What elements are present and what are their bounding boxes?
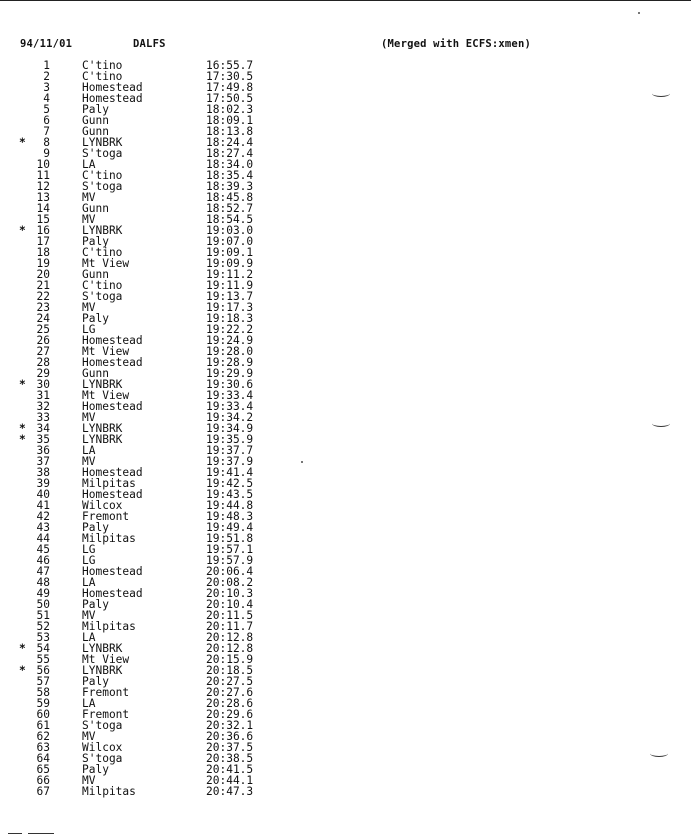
result-row	[0, 93, 360, 104]
finish-time: 19:44.8	[206, 499, 254, 512]
school-name: Mt View	[82, 257, 130, 270]
finish-time: 20:11.7	[206, 620, 254, 633]
finish-time: 19:07.0	[206, 235, 254, 248]
place-number: 57	[36, 675, 50, 688]
lynbrook-marker: *	[19, 433, 26, 446]
finish-time: 18:45.8	[206, 191, 254, 204]
place-number: 22	[36, 290, 50, 303]
place-number: 14	[36, 202, 50, 215]
result-row	[0, 742, 360, 753]
result-row	[0, 390, 360, 401]
school-name: Homestead	[82, 466, 143, 479]
place-number: 13	[36, 191, 50, 204]
school-name: Homestead	[82, 334, 143, 347]
result-row	[0, 478, 360, 489]
place-number: 37	[36, 455, 50, 468]
result-row	[0, 203, 360, 214]
place-number: 26	[36, 334, 50, 347]
finish-time: 19:30.6	[206, 378, 254, 391]
lynbrook-marker: *	[19, 378, 26, 391]
bottom-edge-mark	[8, 833, 22, 834]
result-row	[0, 786, 360, 797]
school-name: Gunn	[82, 125, 109, 138]
finish-time: 20:36.6	[206, 730, 254, 743]
result-row	[0, 225, 360, 236]
result-row	[0, 214, 360, 225]
result-row	[0, 192, 360, 203]
place-number: 10	[36, 158, 50, 171]
result-row	[0, 599, 360, 610]
place-number: 6	[43, 114, 50, 127]
school-name: Homestead	[82, 488, 143, 501]
school-name: Paly	[82, 598, 109, 611]
place-number: 25	[36, 323, 50, 336]
finish-time: 19:17.3	[206, 301, 254, 314]
lynbrook-marker: *	[19, 136, 26, 149]
place-number: 53	[36, 631, 50, 644]
finish-time: 16:55.7	[206, 59, 254, 72]
school-name: Homestead	[82, 400, 143, 413]
finish-time: 19:34.9	[206, 422, 254, 435]
school-name: C'tino	[82, 169, 123, 182]
lynbrook-marker: *	[19, 642, 26, 655]
school-name: S'toga	[82, 147, 123, 160]
result-row	[0, 357, 360, 368]
finish-time: 20:15.9	[206, 653, 254, 666]
result-row	[0, 753, 360, 764]
place-number: 56	[36, 664, 50, 677]
finish-time: 19:51.8	[206, 532, 254, 545]
finish-time: 20:08.2	[206, 576, 254, 589]
school-name: C'tino	[82, 70, 123, 83]
place-number: 67	[36, 785, 50, 798]
school-name: MV	[82, 191, 96, 204]
result-row	[0, 247, 360, 258]
school-name: Fremont	[82, 686, 130, 699]
scan-mark	[652, 90, 670, 97]
place-number: 2	[43, 70, 50, 83]
place-number: 28	[36, 356, 50, 369]
place-number: 64	[36, 752, 50, 765]
finish-time: 20:11.5	[206, 609, 254, 622]
school-name: Wilcox	[82, 741, 123, 754]
result-row	[0, 489, 360, 500]
place-number: 17	[36, 235, 50, 248]
result-row	[0, 236, 360, 247]
finish-time: 18:02.3	[206, 103, 254, 116]
place-number: 46	[36, 554, 50, 567]
result-row	[0, 170, 360, 181]
result-row	[0, 71, 360, 82]
place-number: 8	[43, 136, 50, 149]
school-name: Homestead	[82, 92, 143, 105]
school-name: LA	[82, 631, 96, 644]
school-name: Homestead	[82, 565, 143, 578]
place-number: 38	[36, 466, 50, 479]
finish-time: 19:48.3	[206, 510, 254, 523]
result-row	[0, 379, 360, 390]
school-name: Wilcox	[82, 499, 123, 512]
school-name: LYNBRK	[82, 422, 123, 435]
finish-time: 18:35.4	[206, 169, 254, 182]
place-number: 31	[36, 389, 50, 402]
school-name: C'tino	[82, 246, 123, 259]
place-number: 5	[43, 103, 50, 116]
place-number: 30	[36, 378, 50, 391]
school-name: LA	[82, 444, 96, 457]
result-row	[0, 313, 360, 324]
result-row	[0, 368, 360, 379]
place-number: 50	[36, 598, 50, 611]
finish-time: 19:13.7	[206, 290, 254, 303]
finish-time: 19:43.5	[206, 488, 254, 501]
result-row	[0, 258, 360, 269]
finish-time: 19:11.9	[206, 279, 254, 292]
place-number: 27	[36, 345, 50, 358]
finish-time: 20:27.6	[206, 686, 254, 699]
result-row	[0, 632, 360, 643]
place-number: 18	[36, 246, 50, 259]
result-row	[0, 434, 360, 445]
result-row	[0, 115, 360, 126]
result-row	[0, 698, 360, 709]
place-number: 59	[36, 697, 50, 710]
result-row	[0, 720, 360, 731]
finish-time: 19:42.5	[206, 477, 254, 490]
scan-speck	[301, 461, 303, 463]
result-row	[0, 456, 360, 467]
school-name: MV	[82, 774, 96, 787]
result-row	[0, 676, 360, 687]
finish-time: 20:41.5	[206, 763, 254, 776]
place-number: 55	[36, 653, 50, 666]
school-name: MV	[82, 455, 96, 468]
finish-time: 19:57.9	[206, 554, 254, 567]
place-number: 45	[36, 543, 50, 556]
result-row	[0, 764, 360, 775]
place-number: 47	[36, 565, 50, 578]
finish-time: 18:13.8	[206, 125, 254, 138]
school-name: LYNBRK	[82, 224, 123, 237]
result-row	[0, 82, 360, 93]
place-number: 19	[36, 257, 50, 270]
place-number: 35	[36, 433, 50, 446]
result-row	[0, 412, 360, 423]
finish-time: 19:37.7	[206, 444, 254, 457]
finish-time: 20:12.8	[206, 631, 254, 644]
school-name: LA	[82, 158, 96, 171]
result-row	[0, 654, 360, 665]
result-row	[0, 775, 360, 786]
result-row	[0, 467, 360, 478]
school-name: Mt View	[82, 389, 130, 402]
place-number: 32	[36, 400, 50, 413]
place-number: 65	[36, 763, 50, 776]
place-number: 36	[36, 444, 50, 457]
place-number: 24	[36, 312, 50, 325]
place-number: 9	[43, 147, 50, 160]
school-name: S'toga	[82, 180, 123, 193]
place-number: 21	[36, 279, 50, 292]
result-row	[0, 544, 360, 555]
school-name: Milpitas	[82, 532, 136, 545]
place-number: 40	[36, 488, 50, 501]
scan-mark	[650, 750, 668, 757]
finish-time: 18:34.0	[206, 158, 254, 171]
school-name: LYNBRK	[82, 642, 123, 655]
result-row	[0, 302, 360, 313]
school-name: Paly	[82, 675, 109, 688]
meet-name: DALFS	[133, 38, 166, 50]
result-row	[0, 566, 360, 577]
place-number: 48	[36, 576, 50, 589]
scan-mark	[652, 420, 670, 427]
place-number: 42	[36, 510, 50, 523]
place-number: 34	[36, 422, 50, 435]
place-number: 51	[36, 609, 50, 622]
finish-time: 18:24.4	[206, 136, 254, 149]
school-name: Mt View	[82, 653, 130, 666]
lynbrook-marker: *	[19, 664, 26, 677]
result-row	[0, 137, 360, 148]
top-border-line	[0, 0, 691, 1]
finish-time: 20:12.8	[206, 642, 254, 655]
school-name: S'toga	[82, 290, 123, 303]
school-name: MV	[82, 730, 96, 743]
school-name: MV	[82, 411, 96, 424]
result-row	[0, 280, 360, 291]
finish-time: 19:18.3	[206, 312, 254, 325]
school-name: MV	[82, 609, 96, 622]
school-name: Gunn	[82, 114, 109, 127]
result-row	[0, 621, 360, 632]
place-number: 58	[36, 686, 50, 699]
place-number: 43	[36, 521, 50, 534]
place-number: 1	[43, 59, 50, 72]
place-number: 63	[36, 741, 50, 754]
finish-time: 19:28.0	[206, 345, 254, 358]
result-row	[0, 588, 360, 599]
school-name: S'toga	[82, 752, 123, 765]
finish-time: 17:50.5	[206, 92, 254, 105]
finish-time: 17:30.5	[206, 70, 254, 83]
finish-time: 19:22.2	[206, 323, 254, 336]
finish-time: 20:32.1	[206, 719, 254, 732]
place-number: 54	[36, 642, 50, 655]
finish-time: 20:10.3	[206, 587, 254, 600]
place-number: 49	[36, 587, 50, 600]
bottom-edge-mark	[28, 833, 54, 834]
school-name: LG	[82, 323, 96, 336]
finish-time: 18:27.4	[206, 147, 254, 160]
finish-time: 19:34.2	[206, 411, 254, 424]
result-row	[0, 60, 360, 71]
finish-time: 18:54.5	[206, 213, 254, 226]
finish-time: 19:29.9	[206, 367, 254, 380]
result-row	[0, 291, 360, 302]
lynbrook-marker: *	[19, 224, 26, 237]
result-row	[0, 269, 360, 280]
place-number: 7	[43, 125, 50, 138]
place-number: 4	[43, 92, 50, 105]
result-row	[0, 324, 360, 335]
result-row	[0, 533, 360, 544]
school-name: Homestead	[82, 356, 143, 369]
results-list	[0, 60, 360, 797]
result-row	[0, 346, 360, 357]
result-row	[0, 665, 360, 676]
finish-time: 19:33.4	[206, 400, 254, 413]
finish-time: 20:38.5	[206, 752, 254, 765]
finish-time: 18:09.1	[206, 114, 254, 127]
finish-time: 20:37.5	[206, 741, 254, 754]
place-number: 66	[36, 774, 50, 787]
place-number: 29	[36, 367, 50, 380]
place-number: 15	[36, 213, 50, 226]
meet-date: 94/11/01	[20, 38, 73, 50]
finish-time: 19:57.1	[206, 543, 254, 556]
finish-time: 20:47.3	[206, 785, 254, 798]
finish-time: 19:37.9	[206, 455, 254, 468]
finish-time: 17:49.8	[206, 81, 254, 94]
finish-time: 19:33.4	[206, 389, 254, 402]
result-row	[0, 687, 360, 698]
school-name: C'tino	[82, 279, 123, 292]
school-name: Fremont	[82, 510, 130, 523]
school-name: MV	[82, 213, 96, 226]
school-name: Homestead	[82, 587, 143, 600]
place-number: 39	[36, 477, 50, 490]
school-name: Mt View	[82, 345, 130, 358]
result-row	[0, 159, 360, 170]
school-name: LYNBRK	[82, 136, 123, 149]
scan-speck	[638, 12, 640, 14]
school-name: Gunn	[82, 268, 109, 281]
finish-time: 20:29.6	[206, 708, 254, 721]
place-number: 61	[36, 719, 50, 732]
result-row	[0, 643, 360, 654]
school-name: Paly	[82, 235, 109, 248]
school-name: Milpitas	[82, 477, 136, 490]
result-row	[0, 148, 360, 159]
finish-time: 19:09.9	[206, 257, 254, 270]
result-row	[0, 104, 360, 115]
school-name: Paly	[82, 312, 109, 325]
result-row	[0, 709, 360, 720]
school-name: LYNBRK	[82, 378, 123, 391]
place-number: 20	[36, 268, 50, 281]
school-name: Paly	[82, 521, 109, 534]
place-number: 41	[36, 499, 50, 512]
place-number: 52	[36, 620, 50, 633]
school-name: LYNBRK	[82, 433, 123, 446]
finish-time: 18:39.3	[206, 180, 254, 193]
school-name: LA	[82, 697, 96, 710]
place-number: 16	[36, 224, 50, 237]
result-row	[0, 423, 360, 434]
place-number: 60	[36, 708, 50, 721]
result-row	[0, 335, 360, 346]
school-name: C'tino	[82, 59, 123, 72]
school-name: Paly	[82, 103, 109, 116]
school-name: MV	[82, 301, 96, 314]
place-number: 12	[36, 180, 50, 193]
result-row	[0, 500, 360, 511]
school-name: Milpitas	[82, 620, 136, 633]
finish-time: 19:35.9	[206, 433, 254, 446]
place-number: 62	[36, 730, 50, 743]
finish-time: 20:28.6	[206, 697, 254, 710]
result-row	[0, 126, 360, 137]
school-name: LYNBRK	[82, 664, 123, 677]
school-name: LG	[82, 554, 96, 567]
school-name: Gunn	[82, 367, 109, 380]
school-name: Gunn	[82, 202, 109, 215]
place-number: 11	[36, 169, 50, 182]
finish-time: 19:09.1	[206, 246, 254, 259]
result-row	[0, 731, 360, 742]
result-row	[0, 555, 360, 566]
school-name: S'toga	[82, 719, 123, 732]
school-name: Homestead	[82, 81, 143, 94]
finish-time: 20:10.4	[206, 598, 254, 611]
finish-time: 20:06.4	[206, 565, 254, 578]
finish-time: 20:18.5	[206, 664, 254, 677]
finish-time: 19:11.2	[206, 268, 254, 281]
result-row	[0, 181, 360, 192]
finish-time: 19:41.4	[206, 466, 254, 479]
finish-time: 20:27.5	[206, 675, 254, 688]
finish-time: 19:03.0	[206, 224, 254, 237]
school-name: LG	[82, 543, 96, 556]
finish-time: 19:49.4	[206, 521, 254, 534]
result-row	[0, 511, 360, 522]
finish-time: 19:24.9	[206, 334, 254, 347]
merge-note: (Merged with ECFS:xmen)	[381, 38, 531, 50]
finish-time: 20:44.1	[206, 774, 254, 787]
school-name: Milpitas	[82, 785, 136, 798]
place-number: 23	[36, 301, 50, 314]
lynbrook-marker: *	[19, 422, 26, 435]
place-number: 33	[36, 411, 50, 424]
place-number: 3	[43, 81, 50, 94]
result-row	[0, 522, 360, 533]
place-number: 44	[36, 532, 50, 545]
result-row	[0, 610, 360, 621]
result-row	[0, 401, 360, 412]
result-row	[0, 577, 360, 588]
school-name: Fremont	[82, 708, 130, 721]
finish-time: 19:28.9	[206, 356, 254, 369]
finish-time: 18:52.7	[206, 202, 254, 215]
school-name: LA	[82, 576, 96, 589]
result-row	[0, 445, 360, 456]
school-name: Paly	[82, 763, 109, 776]
